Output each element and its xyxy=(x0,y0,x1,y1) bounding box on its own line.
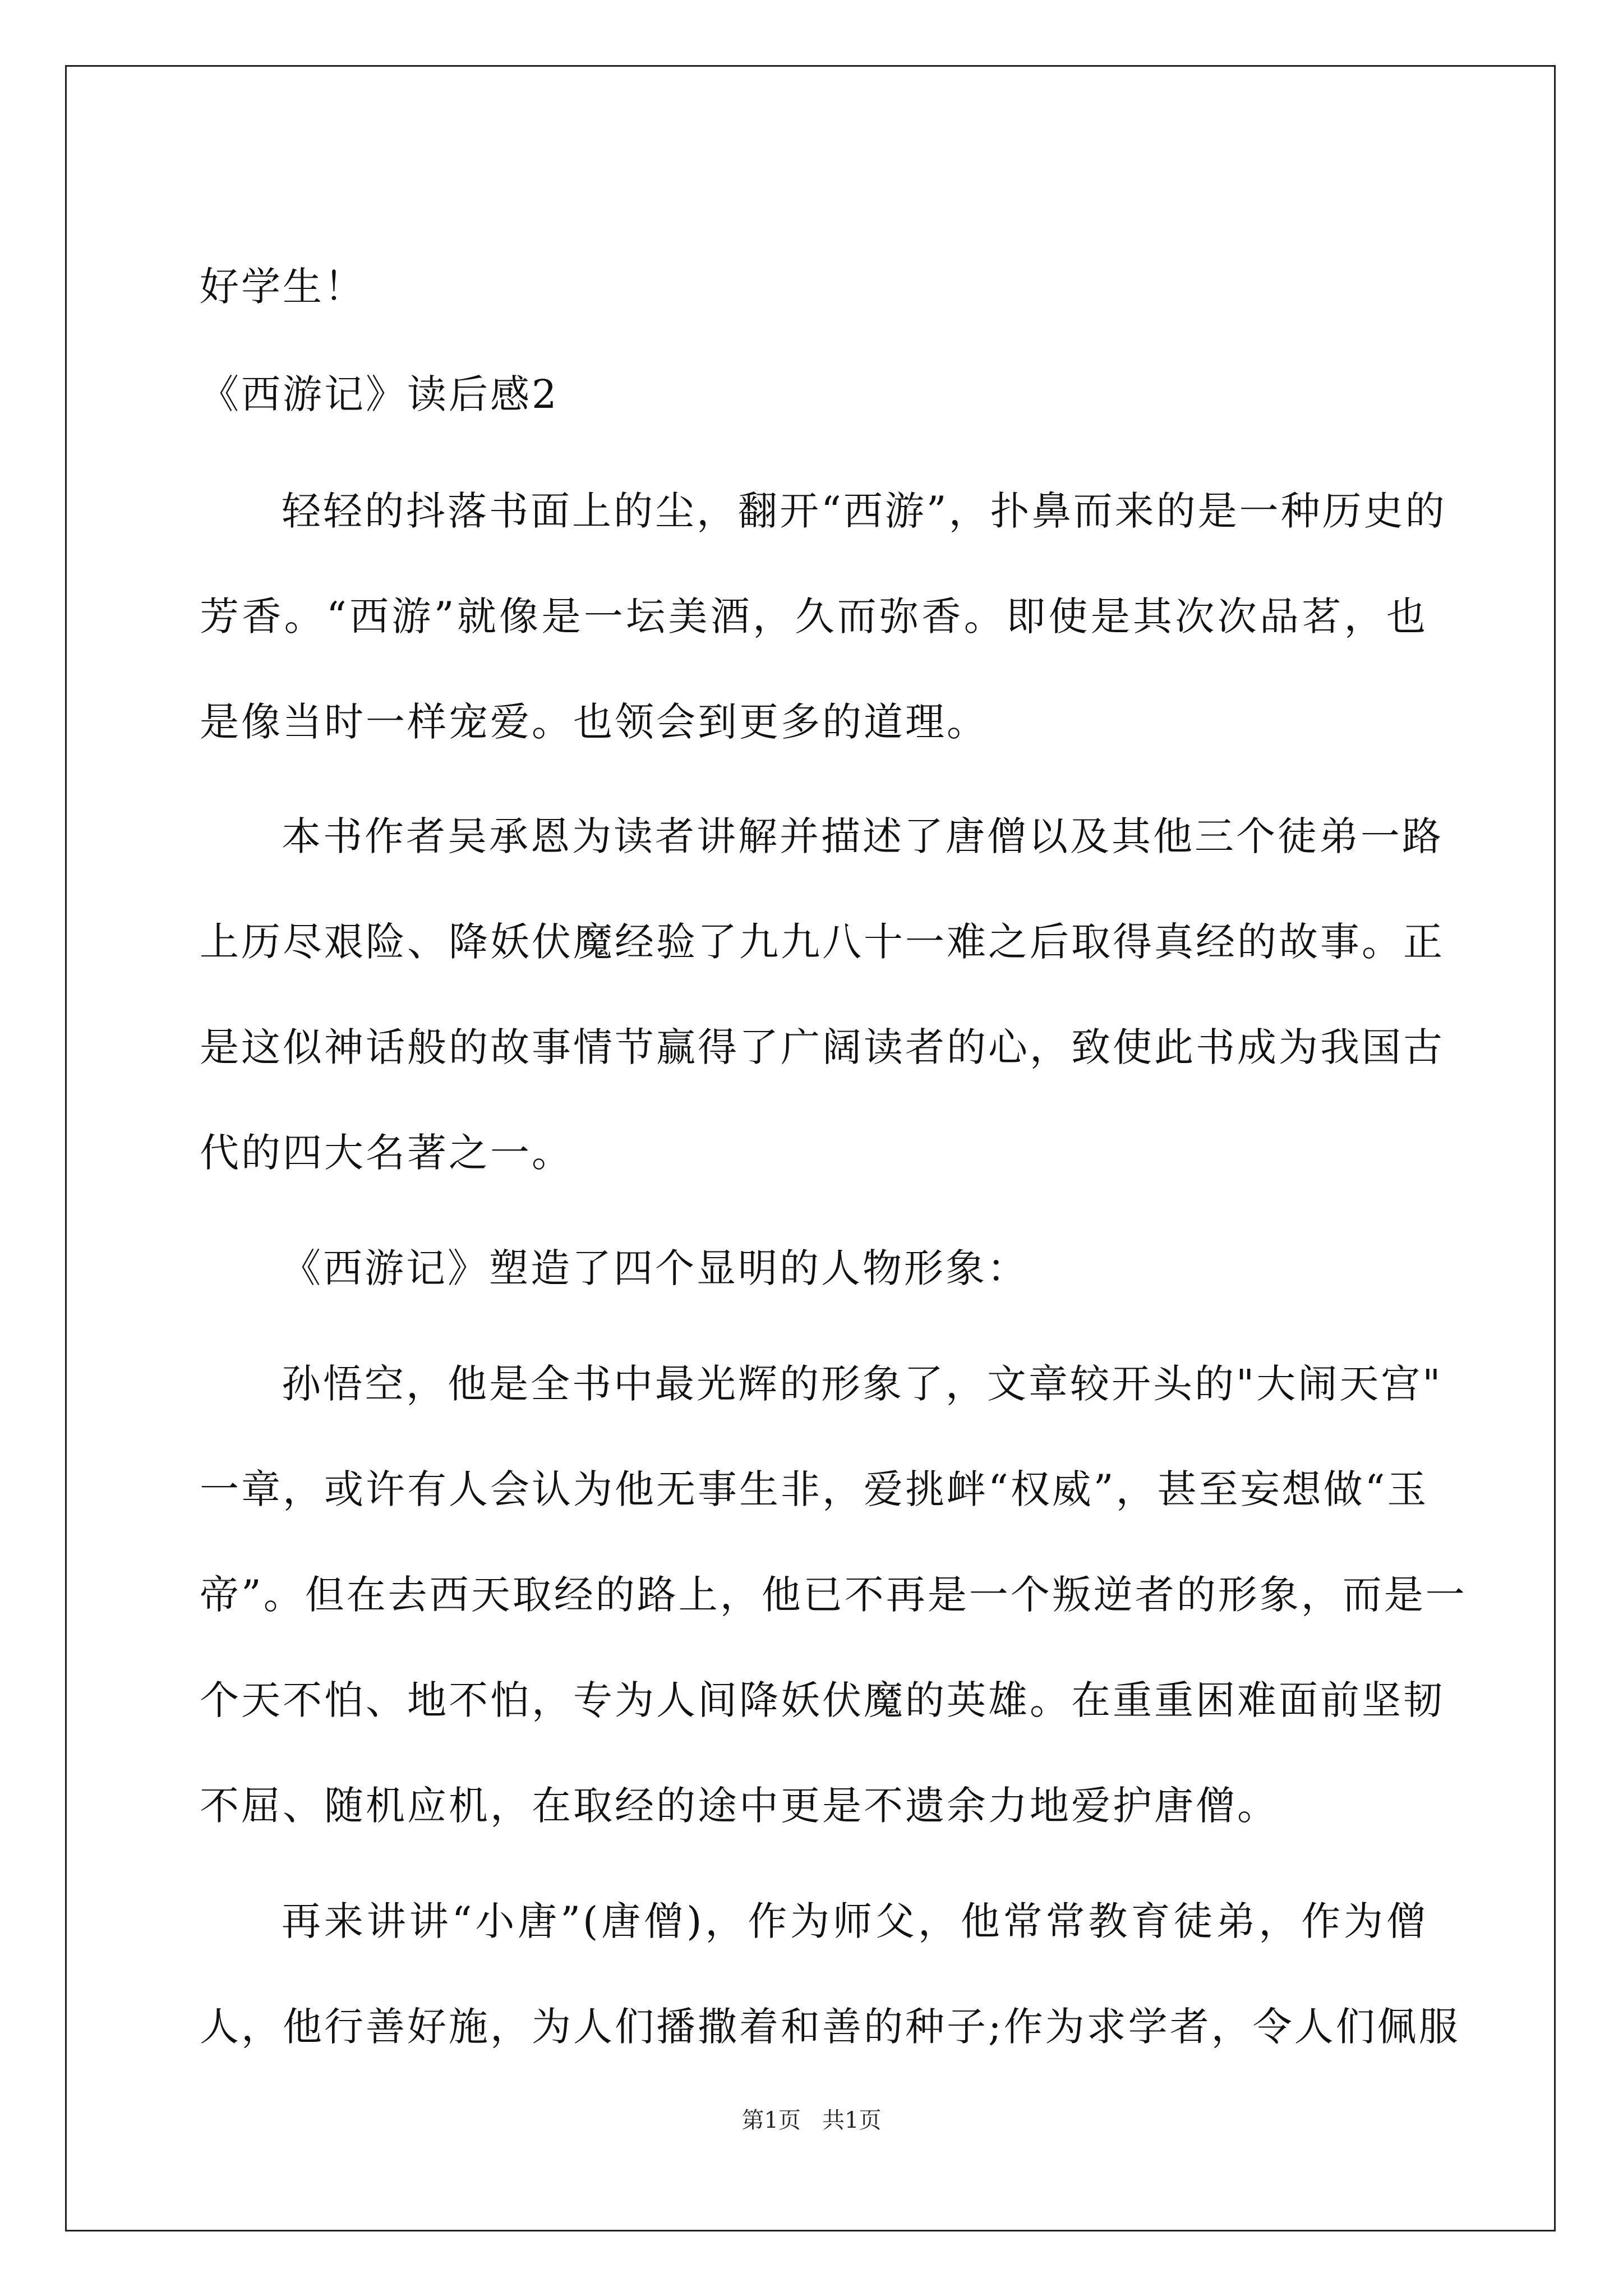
text-line: 好学生！ xyxy=(200,264,366,310)
text-line: 本书作者吴承恩为读者讲解并描述了唐僧以及其他三个徒弟一路 xyxy=(282,813,1444,859)
text-line: 《西游记》塑造了四个显明的人物形象： xyxy=(282,1245,1029,1291)
text-line: 轻轻的抖落书面上的尘，翻开“西游”，扑鼻而来的是一种历史的 xyxy=(282,488,1447,534)
text-line: 帝”。但在去西天取经的路上，他已不再是一个叛逆者的形象，而是一 xyxy=(200,1572,1467,1618)
text-line: 是像当时一样宠爱。也领会到更多的道理。 xyxy=(200,699,988,745)
text-line: 代的四大名著之一。 xyxy=(200,1130,573,1176)
page-number: 第1页 共1页 xyxy=(741,2108,882,2133)
text-line: 是这似神话般的故事情节赢得了广阔读者的心，致使此书成为我国古 xyxy=(200,1024,1445,1070)
text-line: 孙悟空，他是全书中最光辉的形象了，文章较开头的"大闹天宫" xyxy=(282,1361,1443,1407)
section-heading: 《西游记》读后感2 xyxy=(200,371,559,417)
text-line: 芳香。“西游”就像是一坛美酒，久而弥香。即使是其次次品茗，也 xyxy=(200,593,1428,639)
text-line: 人，他行善好施，为人们播撒着和善的种子;作为求学者，令人们佩服 xyxy=(200,2004,1460,2050)
text-line: 个天不怕、地不怕，专为人间降妖伏魔的英雄。在重重困难面前坚韧 xyxy=(200,1677,1445,1723)
text-line: 再来讲讲“小唐”(唐僧)，作为师父，他常常教育徒弟，作为僧 xyxy=(282,1898,1428,1944)
text-line: 不屈、随机应机，在取经的途中更是不遗余力地爱护唐僧。 xyxy=(200,1783,1279,1829)
text-line: 一章，或许有人会认为他无事生非，爱挑衅“权威”，甚至妄想做“玉 xyxy=(200,1466,1429,1512)
text-line: 上历尽艰险、降妖伏魔经验了九九八十一难之后取得真经的故事。正 xyxy=(200,919,1445,965)
